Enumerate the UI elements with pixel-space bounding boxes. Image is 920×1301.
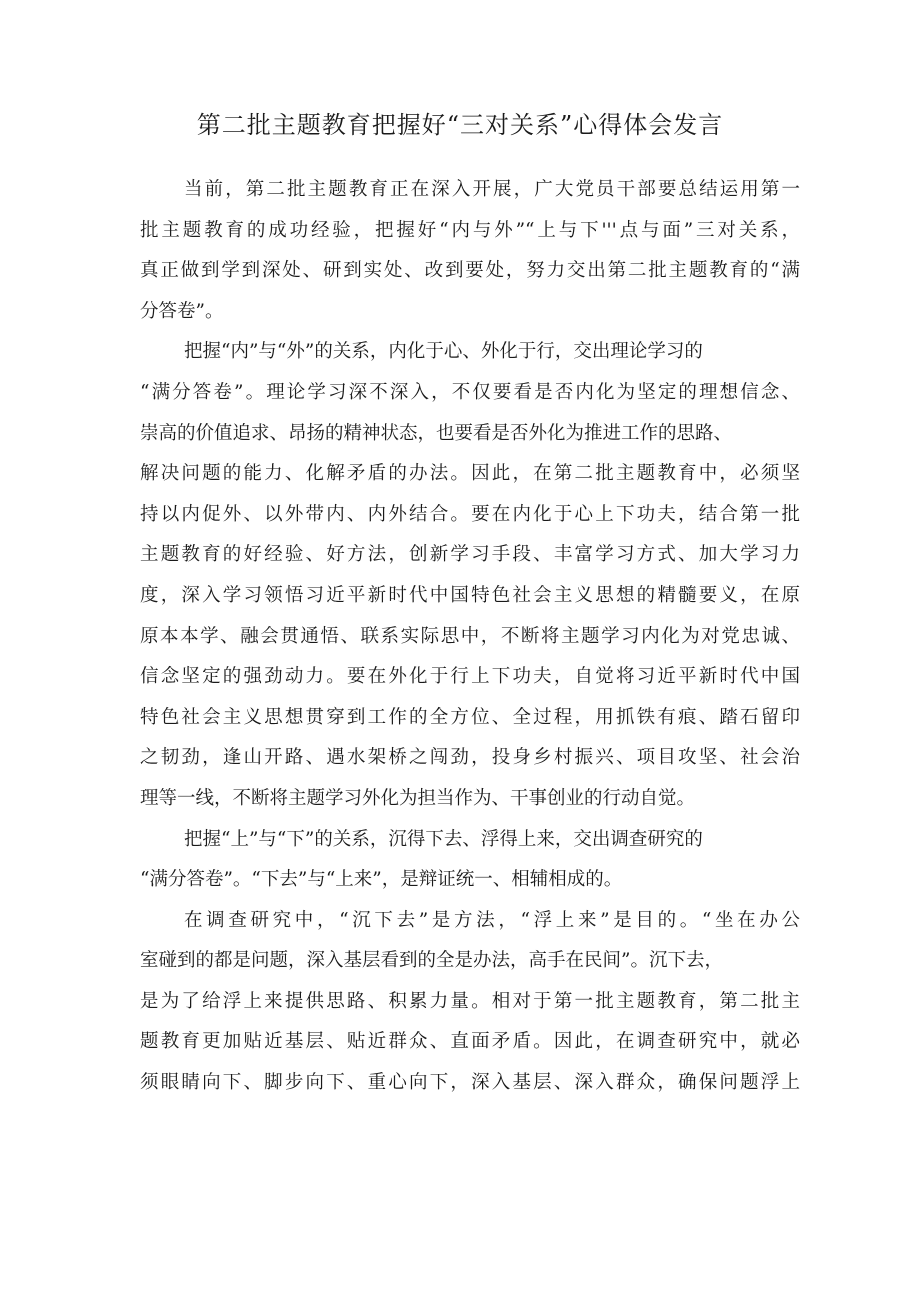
document-body <box>140 170 800 1104</box>
text-line: 分答卷”。 <box>140 300 224 322</box>
text-line: 度，深入学习领悟习近平新时代中国特色社会主义思想的精髓要义，在原 <box>140 584 800 606</box>
text-line: 解决问题的能力、化解矛盾的办法。因此，在第二批主题教育中，必须坚 <box>140 463 800 485</box>
text-line: 主题教育的好经验、好方法，创新学习手段、丰富学习方式、加大学习力 <box>140 544 800 566</box>
text-line: 把握“内”与“外”的关系，内化于心、外化于行，交出理论学习的 <box>184 341 703 363</box>
text-line: “满分答卷”。“下去”与“上来”，是辩证统一、相辅相成的。 <box>140 869 623 891</box>
text-line: 当前，第二批主题教育正在深入开展，广大党员干部要总结运用第一 <box>184 179 800 200</box>
text-line: 崇高的价值追求、昂扬的精神状态，也要看是否外化为推进工作的思路、 <box>140 422 733 444</box>
text-line: 真正做到学到深处、研到实处、改到要处，努力交出第二批主题教育的“满 <box>140 260 800 282</box>
text-line: 特色社会主义思想贯穿到工作的全方位、全过程，用抓铁有痕、踏石留印 <box>140 706 800 728</box>
text-line: 之韧劲，逢山开路、遇水架桥之闯劲，投身乡村振兴、项目攻坚、社会治 <box>140 747 800 769</box>
text-line: 是为了给浮上来提供思路、积累力量。相对于第一批主题教育，第二批主 <box>140 990 800 1012</box>
text-line: 在调查研究中，“沉下去”是方法，“浮上来”是目的。“坐在办公 <box>184 909 800 931</box>
text-line: 须眼睛向下、脚步向下、重心向下，深入基层、深入群众，确保问题浮上 <box>140 1072 800 1094</box>
text-line: 原本本学、融会贯通悟、联系实际思中，不断将主题学习内化为对党忠诚、 <box>140 625 800 647</box>
document-title: 第二批主题教育把握好“三对关系”心得体会发言 <box>196 111 724 139</box>
text-line: 批主题教育的成功经验，把握好“内与外”“上与下'''点与面”三对关系， <box>140 219 800 241</box>
text-line: “满分答卷”。理论学习深不深入，不仅要看是否内化为坚定的理想信念、 <box>140 381 800 403</box>
text-line: 题教育更加贴近基层、贴近群众、直面矛盾。因此，在调查研究中，就必 <box>140 1031 800 1053</box>
text-line: 把握“上”与“下”的关系，沉得下去、浮得上来，交出调查研究的 <box>184 828 703 850</box>
text-line: 理等一线，不断将主题学习外化为担当作为、干事创业的行动自觉。 <box>140 787 696 809</box>
text-line: 室碰到的都是问题，深入基层看到的全是办法，高手在民间”。沉下去， <box>140 950 723 972</box>
text-line: 信念坚定的强劲动力。要在外化于行上下功夫，自觉将习近平新时代中国 <box>140 666 800 688</box>
text-line: 持以内促外、以外带内、内外结合。要在内化于心上下功夫，结合第一批 <box>140 503 800 525</box>
